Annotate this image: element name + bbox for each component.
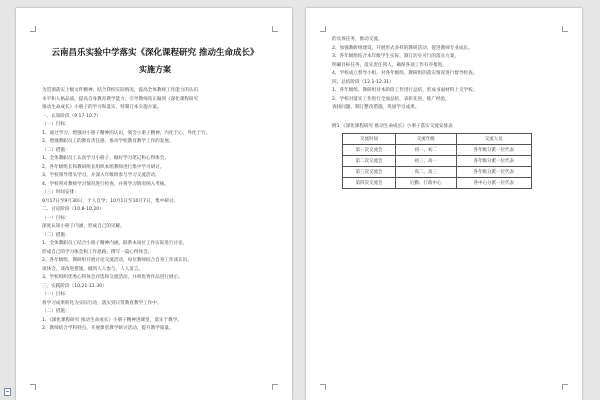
body-line: 9月17日至9月30日，个人自学；10月1日至10月7日，集中研讨。 — [42, 198, 179, 204]
table-cell: 第三次交流会 — [343, 166, 396, 177]
table-cell: 第一次交流会 — [343, 144, 396, 155]
body-line: 2、增强教职员工的教育责任感，推动学校教育教学工作的发展。 — [42, 139, 174, 144]
crop-mark — [272, 26, 278, 32]
body-line: 二、讨论阶段（10.8-10.20） — [42, 207, 104, 212]
table-header-cell: 交流人员 — [456, 133, 531, 144]
table-title: 附1 《深化课程研究 推动生命成长》小册子落实交流安排表 — [332, 123, 453, 129]
right-body-text — [332, 36, 562, 113]
body-line: 1、通过学习，增强对小册子精神的认识，领会小册子精神，内化于心，外化于行。 — [42, 130, 211, 136]
crop-mark — [562, 384, 568, 390]
table-cell: 各年级分派一位代表 — [456, 144, 531, 155]
table-cell: 高二、高三 — [396, 166, 457, 177]
table-row — [343, 155, 532, 166]
table-row — [343, 144, 532, 155]
body-line: （二）措施： — [42, 232, 70, 238]
body-line: 2、各年级组长和教研组长组织本组教师进行集中学习研讨。 — [42, 164, 165, 170]
table-cell: 各年级分派一位代表 — [456, 166, 531, 177]
crop-mark — [30, 384, 36, 390]
table-cell: 初三、高一 — [396, 155, 457, 166]
body-line: 三、实践阶段（10.21-11.30） — [42, 283, 107, 289]
table-row — [343, 177, 532, 188]
body-line: 明确目标任务，落实责任到人，确保各项工作有序推进。 — [332, 62, 447, 68]
body-line: 1、《深化课程研究 推动生命成长》小册子精神进课堂，落实于教学。 — [42, 317, 182, 323]
body-line: 查找问题，制订整改措施，巩固学习成果。 — [332, 105, 420, 110]
crop-mark — [562, 26, 568, 32]
body-line: 4、学校成立督导小组，对各年级组、教研组的落实情况进行督导检查。 — [332, 71, 478, 76]
crop-mark — [272, 384, 278, 390]
body-line: 四、总结阶段（12.1-12.31） — [332, 79, 394, 85]
body-line: 水平和人格品质，提高自身教育教学能力，引导教师真正做到《深化课程研究 — [42, 96, 199, 102]
body-line: 谈体会，谈改进措施，做到人人参与，人人发言。 — [42, 266, 144, 272]
body-line: （二）措施： — [42, 309, 70, 314]
body-line: 将学习成果转化为实际行动，落实到日常教育教学工作中。 — [42, 300, 162, 306]
exchange-schedule-table — [342, 133, 532, 189]
body-line: 深度认知小册子内涵，形成自己的见解。 — [42, 224, 125, 229]
body-line: （三）时间安排： — [42, 190, 79, 195]
document-icon[interactable] — [4, 388, 11, 396]
body-line: 4、学校将对教师学习情况进行检查，并将学习情况纳入考核。 — [42, 181, 169, 187]
document-subtitle: 实施方案 — [139, 64, 171, 74]
body-line: 2、加强教研组建设，开展形式多样的教研活动，促进教师专业成长。 — [332, 45, 473, 51]
document-title: 云南昌乐实验中学落实《深化课程研究 推动生命成长》 — [51, 48, 259, 58]
body-line: 2、教师结合学科特点，开展课堂教学研讨活动，提升教学质量。 — [42, 326, 174, 331]
body-line: （二）措施： — [42, 147, 70, 153]
body-line: 推动生命成长》小册子的学习和落实，特制订本实施方案。 — [42, 105, 162, 110]
table-header-cell: 交流时间 — [343, 133, 396, 144]
body-line: 一、认知阶段（9.17-10.7） — [42, 113, 101, 119]
body-line: （一）目标： — [42, 122, 70, 127]
body-line: 3、各年级组结合本年级学生实际，制订切实可行的落实方案， — [332, 54, 459, 59]
table-cell: 初一、初二 — [396, 144, 457, 155]
crop-mark — [320, 384, 326, 390]
table-cell: 各年级分派一位代表 — [456, 155, 531, 166]
body-line: 1、全体教职员工认真学习小册子，做好学习笔记和心得体会。 — [42, 156, 169, 161]
body-line: 1、全体教职员工结合小册子精神内涵，联系本岗位工作实际进行讨论， — [42, 241, 188, 246]
body-line: 的具体任务，推动交流。 — [332, 37, 383, 42]
document-page-left — [16, 8, 292, 400]
crop-mark — [30, 26, 36, 32]
table-header-cell: 交流年级 — [396, 133, 457, 144]
body-line: 2、学校对落实工作进行全面总结，表彰先进，推广经验， — [332, 96, 450, 102]
document-page-right — [306, 8, 582, 400]
table-cell: 第二次交流会 — [343, 155, 396, 166]
body-line: 为贯彻落实上级文件精神，结合我校实际情况，提高全体教师工作能力的认识 — [42, 88, 199, 93]
table-row — [343, 166, 532, 177]
table-cell: 第四次交流会 — [343, 177, 396, 188]
body-line: 2、各年级组、教研组开展讨论交流活动，每位教师结合自身工作谈认识， — [42, 258, 192, 263]
table-cell: 各中心分派一位代表 — [456, 177, 531, 188]
body-line: 形成自己的学习体会和工作思路，撰写一篇心得体会。 — [42, 249, 153, 255]
table-cell: 后勤、行政中心 — [396, 177, 457, 188]
body-line: 3、学校组织优秀心得体会评选和交流活动，并将优秀作品进行展示。 — [42, 275, 183, 280]
left-body-text — [42, 87, 268, 334]
body-line: （一）目标： — [42, 292, 70, 297]
body-line: （一）目标： — [42, 215, 70, 221]
body-line: 3、学校领导带头学习，并深入年级组参与学习交流活动。 — [42, 173, 160, 178]
body-line: 1、各年级组、教研组对本阶段工作进行总结，形成书面材料上交学校。 — [332, 88, 478, 93]
crop-mark — [320, 26, 326, 32]
